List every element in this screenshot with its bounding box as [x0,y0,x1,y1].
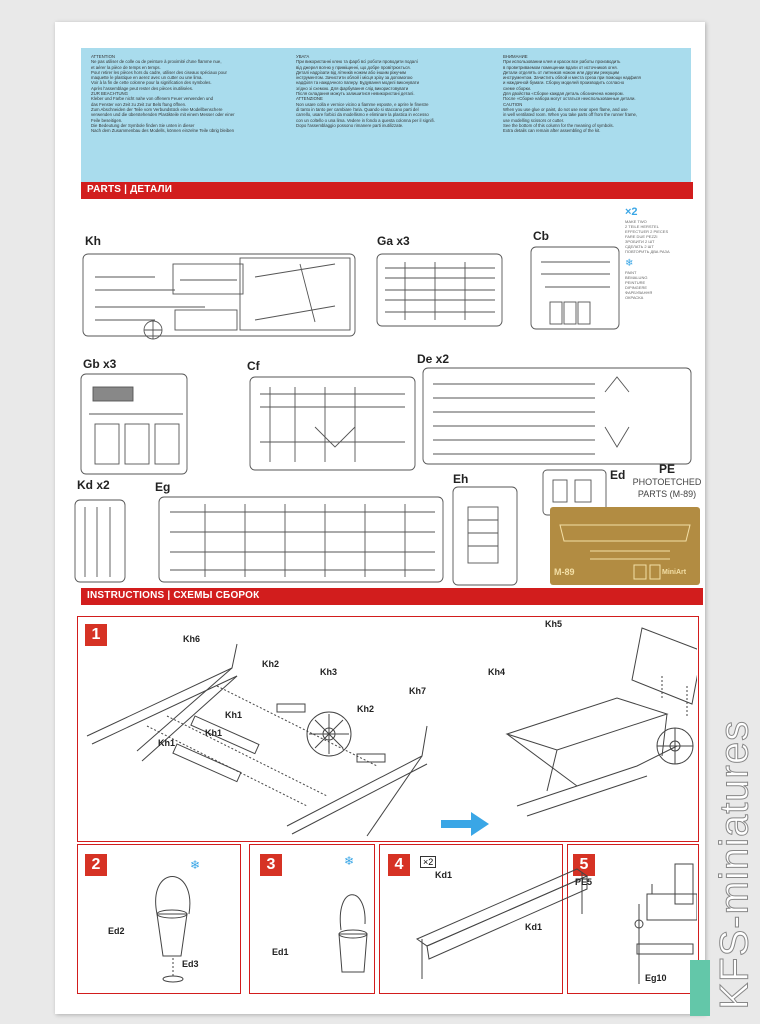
step-4-number: 4 [388,854,410,876]
step-1-drawing [77,616,697,840]
warning-line: et aérer la pièce de temps en temps. [91,64,161,70]
sprue-label-ed: Ed [610,468,626,482]
warning-line: ZUR BEACHTUNG [91,91,129,97]
warning-line: When you use glue or paint, do not use near open flame, and use [503,106,628,112]
make-two-label: MAKE TWO [625,219,647,224]
sprue-label-cb: Cb [533,229,549,243]
warning-line: інструментом. Зачистити облой і місця зрізу за допомогою [296,75,413,81]
steps-2-5-drawing [77,844,697,992]
warning-line: CAUTION [503,101,523,107]
warning-line: Nach dem Zusammenbau des Modells, können einzelne Teile übrig bleiben [91,128,234,134]
warning-line: Ne pas utiliser de colle ou de peinture à proximité d'une flamme nue, [91,59,222,65]
paint-icon-step-2: ❄ [190,858,201,872]
step-1-number: 1 [85,624,107,646]
sprue-label-kh: Kh [85,234,101,248]
warning-column-3 [503,54,685,133]
paint-line-1: BEMALUNG [625,275,648,280]
warning-line: in well ventilated room. When you take parts off from the runner frame, [503,112,638,118]
x2-symbol: ×2 [625,206,638,218]
warning-line: ATTENZIONE [296,96,323,102]
sprue-label-eg: Eg [155,480,171,494]
callout-kh4: Kh4 [488,667,506,677]
callout-kh2-bottom: Kh2 [357,704,375,714]
instructions-header-bar [81,588,703,605]
make-two-line-6: ПОВТОРИТЬ ДВА РАЗА [625,249,670,254]
callout-kh1-b: Kh1 [205,728,223,738]
warning-line: Для двойства «Сборке каждая деталь обозначена номером. [503,91,624,97]
warning-line: con un coltello o una lima. Vedere in fondo a questa colonna per il signifi. [296,117,435,123]
warnings-box [81,48,691,186]
pe-line-1: PHOTOETCHED [632,477,702,487]
warning-column-2 [296,54,478,128]
pe-title: PE [658,462,675,476]
paint-line-2: PEINTURE [625,280,646,285]
warning-line: use modelling scissors or cutter. [503,117,565,123]
blue-arrow-icon [441,812,491,836]
warning-line: Extra details can remain after assembling of the kit. [503,128,601,134]
callout-kh5: Kh5 [545,619,563,629]
warning-line: згідно зі схемою. Для фарбування слід використовувати [296,85,409,91]
parts-header: PARTS | ДЕТАЛИ [87,184,173,195]
callout-ed2: Ed2 [108,926,125,936]
paint-icon: ❄ [625,258,634,269]
sprue-label-kd: Kd x2 [77,478,110,492]
warning-line: Детали отделять от литников ножом или другим режущим [503,69,620,75]
warning-line: di tanto in tanto per cambiare l'aria. Quando si staccano parti del [296,106,419,112]
make-two-line-3: FARE DUE PEZZI [625,234,658,239]
warning-line: carrello, usare forbici da modellismo e eliminare la plastica in eccesso [296,112,429,118]
pe-fret [550,507,700,585]
warning-line: See the bottom of this column for the meaning of symbols. [503,122,614,128]
warning-line: и наждачной бумаги. Сборку моделей производить согласно [503,80,625,86]
callout-eg10: Eg10 [645,973,667,983]
warning-line: При використанні клею та фарб всі роботи проводити подалі [296,59,418,65]
step-5-number: 5 [573,854,595,876]
warning-line: Feile beseitigen. [91,117,123,123]
instruction-sheet [55,22,705,1014]
warning-line: ATTENTION [91,54,116,59]
warning-line: инструментом. Зачистить облой и места среза при помощи надфиля [503,75,641,81]
warning-line: схеме сборки. [503,85,532,91]
step-2-number: 2 [85,854,107,876]
paint-line-4: ФАРБУВАННЯ [625,290,653,295]
warning-line: Non usare colla e vernice vicino a fiamme esposte, e aprire le finestre [296,101,429,107]
make-two-line-1: 2 TEILE HERSTEL [625,224,659,229]
symbols-legend [625,206,695,300]
warning-column-1 [91,54,273,133]
make-two-count: 2 [428,857,434,867]
sprue-label-cf: Cf [247,359,260,373]
callout-kd1-top: Kd1 [435,870,453,880]
pe-plate-code: M-89 [554,567,575,577]
warning-line: После «Сборке набора могут остаться неиспользованные детали. [503,96,636,102]
callout-kh1-c: Kh1 [158,738,176,748]
paint-line-5: ОКРАСКА [625,295,644,300]
callout-kh6: Kh6 [183,634,201,644]
warning-line: Після складання можуть залишитися невикористані деталі. [296,91,415,97]
warning-line: maquette le plastique en aerez avec un cutter ou une lima. [91,75,203,81]
warning-line: Die Bedeutung der Symbole finden Sie unten in dieser [91,122,195,128]
paint-label: PAINT [625,270,637,275]
warning-line: Zum Abschneiden der Teile vom Verbundstück eine Modellbenschere [91,106,223,112]
warning-line: надфіля та наждачного паперу. Будування моделі виконувати [296,80,420,86]
sprue-label-de: De x2 [417,352,450,366]
paint-icon-step-3: ❄ [344,854,355,868]
sprue-label-gb: Gb x3 [83,357,117,371]
page-edge [690,960,710,1016]
step-3-number: 3 [260,854,282,876]
warning-line: від джерел вогню у приміщенні, що добре провітрюється. [296,64,411,70]
warning-line: Деталі надрізати від літників ножем або іншим ріжучим [296,69,406,75]
callout-kh1-a: Kh1 [225,710,243,720]
warning-line: При использовании клея и красок все работы производить [503,59,621,65]
callout-kh2-top: Kh2 [262,659,280,669]
warning-line: Dopo l'assemblaggio possono rimanere parti inutilizzate. [296,122,404,128]
make-two-badge: ×2 [420,856,436,868]
watermark-text: KFS-miniatures [712,719,757,1010]
warning-line: Après l'assemblage peut rester des pièces inutilisées. [91,85,194,91]
warning-line: Voir à la fin de cette colonne pour la signification des symboles. [91,80,212,86]
instructions-header: INSTRUCTIONS | СХЕМЫ СБОРОК [87,590,260,601]
watermark [710,672,760,1012]
warning-line: verwenden und die überstehenden Plastikteile mit einem Messer oder einer [91,112,235,118]
make-two-line-2: EFFECTUER 2 PIECES [625,229,669,234]
warning-line: Pour retirer les pièces hors du cadre, utiliser des ciseaux spéciaux pour [91,69,227,75]
sprue-label-eh: Eh [453,472,469,486]
callout-ed3: Ed3 [182,959,199,969]
callout-ed1: Ed1 [272,947,289,957]
callout-kd1-bottom: Kd1 [525,922,543,932]
callout-kh7: Kh7 [409,686,427,696]
warning-line: ВНИМАНИЕ [503,54,528,59]
callout-pe5: PE5 [575,877,593,887]
paint-line-3: DIPINGERE [625,285,648,290]
sprue-label-ga: Ga x3 [377,234,410,248]
pe-brand: MiniArt [662,569,687,576]
pe-line-2: PARTS (M-89) [637,489,697,499]
make-two-line-4: ЗРОБИТИ 2 ШТ [625,239,655,244]
warning-line: Kleber und Farbe nicht nahe von offenem Feuer verwenden und [91,96,213,102]
parts-header-bar [81,182,693,199]
warning-line: в проветриваемом помещении вдали от источников огня. [503,64,618,70]
make-two-line-5: СДЕЛАТЬ 2 ШТ [625,244,654,249]
callout-kh3: Kh3 [320,667,338,677]
warning-line: УВАГА [296,54,310,59]
warning-line: das Fenster von Zeit zu Zeit zur Belü ftung öffnen. [91,101,187,107]
